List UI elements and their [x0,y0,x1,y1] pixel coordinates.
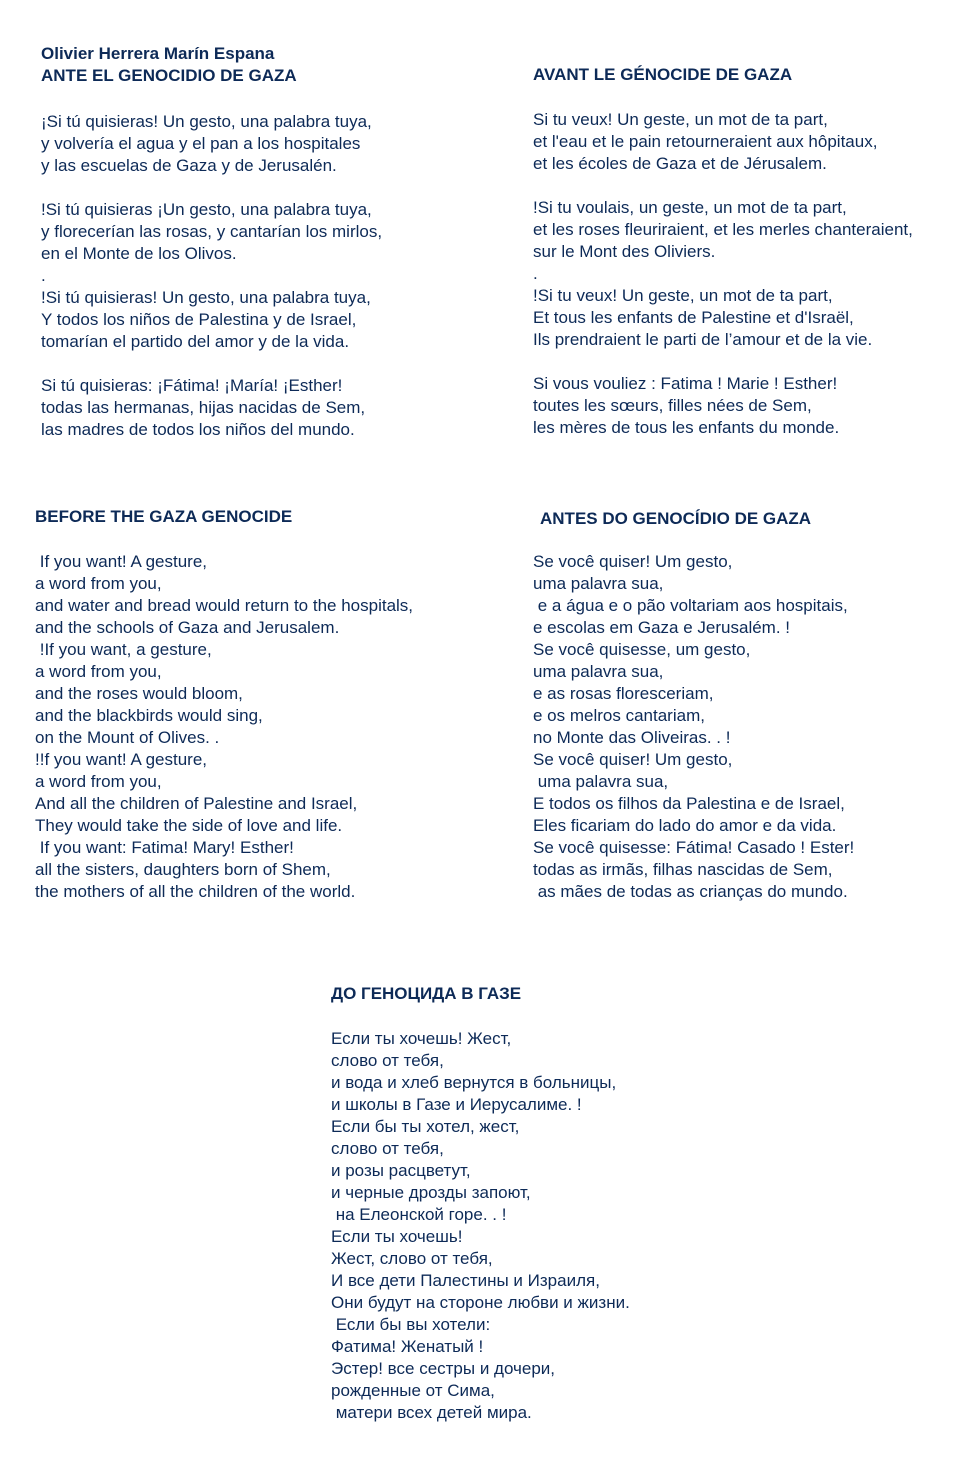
poem-title-french: AVANT LE GÉNOCIDE DE GAZA [533,65,793,84]
poem-line: If you want! A gesture, [35,552,207,571]
poem-line: et les écoles de Gaza et de Jérusalem. [533,154,827,173]
poem-line: y volvería el agua y el pan a los hospitales [41,134,361,153]
poem-line: a word from you, [35,662,162,681]
poem-line: и школы в Газе и Иерусалиме. ! [331,1095,582,1114]
poem-line [533,351,913,373]
poem-line [41,353,382,375]
poem-line: Эстер! все сестры и дочери, [331,1359,556,1378]
poem-line: and the roses would bloom, [35,684,243,703]
poem-line: all the sisters, daughters born of Shem, [35,860,331,879]
poem-line: и розы расцветут, [331,1161,471,1180]
poem-lines-french [533,109,913,439]
poem-line: y las escuelas de Gaza y de Jerusalén. [41,156,337,175]
poem-line: y florecerían las rosas, y cantarían los mirlos, [41,222,383,241]
poem-line: Жест, слово от тебя, [331,1249,493,1268]
author-name: Olivier Herrera Marín Espana [41,44,275,63]
poem-line: Si tu veux! Un geste, un mot de ta part, [533,110,828,129]
poem-line: todas las hermanas, hijas nacidas de Sem, [41,398,366,417]
poem-line: рожденные от Сима, [331,1381,495,1400]
poem-spanish [41,44,382,441]
poem-line: Y todos los niños de Palestina y de Israel, [41,310,357,329]
poem-french [533,65,913,439]
poem-line: Se você quiser! Um gesto, [533,750,733,769]
poem-line: Et tous les enfants de Palestine et d'Israël, [533,308,854,327]
poem-line: and the schools of Gaza and Jerusalem. [35,618,340,637]
poem-line: todas as irmãs, filhas nascidas de Sem, [533,860,833,879]
poem-russian [331,984,630,1424]
poem-line [533,175,913,197]
poem-line: and water and bread would return to the hospitals, [35,596,414,615]
poem-line: Фатима! Женатый ! [331,1337,484,1356]
poem-line: a word from you, [35,772,162,791]
poem-line: en el Monte de los Olivos. [41,244,237,263]
poem-line: and the blackbirds would sing, [35,706,263,725]
poem-line: !Si tu voulais, un geste, un mot de ta part, [533,198,847,217]
poem-line: uma palavra sua, [533,662,664,681]
poem-line: They would take the side of love and life. [35,816,343,835]
poem-line: on the Mount of Olives. . [35,728,220,747]
poem-line: !Si tú quisieras! Un gesto, una palabra tuya, [41,288,371,307]
poem-line: слово от тебя, [331,1139,444,1158]
poem-line: the mothers of all the children of the world. [35,882,356,901]
poem-line: Se você quisesse, um gesto, [533,640,751,659]
poem-line: las madres de todos los niños del mundo. [41,420,355,439]
poem-line: Если бы вы хотели: [331,1315,491,1334]
poem-line: Если ты хочешь! [331,1227,463,1246]
poem-line: uma palavra sua, [533,574,664,593]
poem-line: e escolas em Gaza e Jerusalém. ! [533,618,791,637]
poem-line: et les roses fleuriraient, et les merles chanteraient, [533,220,913,239]
poem-line: и черные дрозды запоют, [331,1183,531,1202]
poem-line: !!f you want! A gesture, [35,750,207,769]
poem-line: Они будут на стороне любви и жизни. [331,1293,630,1312]
poem-line: матери всех детей мира. [331,1403,532,1422]
poem-line: Si vous vouliez : Fatima ! Marie ! Esther! [533,374,838,393]
poem-line: no Monte das Oliveiras. . ! [533,728,731,747]
poem-line: Eles ficariam do lado do amor e da vida. [533,816,837,835]
poem-title-russian: ДО ГЕНОЦИДА В ГАЗЕ [331,984,522,1003]
poem-title-portuguese: ANTES DO GENOCÍDIO DE GAZA [540,509,812,528]
poem-line: et l'eau et le pain retourneraient aux hôpitaux, [533,132,878,151]
poem-line: . [41,266,46,285]
poem-line: и вода и хлеб вернутся в больницы, [331,1073,617,1092]
poem-line: If you want: Fatima! Mary! Esther! [35,838,294,857]
poem-line: toutes les sœurs, filles nées de Sem, [533,396,812,415]
poem-line: ¡Si tú quisieras! Un gesto, una palabra tuya, [41,112,372,131]
poem-line: Se você quisesse: Fátima! Casado ! Ester! [533,838,855,857]
poem-line: слово от тебя, [331,1051,444,1070]
poem-line: Si tú quisieras: ¡Fátima! ¡María! ¡Esther! [41,376,343,395]
poem-line: e os melros cantariam, [533,706,705,725]
poem-line: . [533,264,538,283]
poem-line: a word from you, [35,574,162,593]
poem-line: e a água e o pão voltariam aos hospitais, [533,596,848,615]
poem-portuguese [533,509,854,903]
poem-line: And all the children of Palestine and Israel, [35,794,358,813]
poem-line: E todos os filhos da Palestina e de Israel, [533,794,845,813]
poem-line: tomarían el partido del amor y de la vida. [41,332,350,351]
poem-line: !If you want, a gesture, [35,640,212,659]
poem-line: les mères de tous les enfants du monde. [533,418,840,437]
poem-lines-spanish [41,111,382,441]
poem-line: Если ты хочешь! Жест, [331,1029,512,1048]
poem-lines-english [35,551,413,903]
poem-lines-russian [331,1028,630,1424]
poem-line: Если бы ты хотел, жест, [331,1117,520,1136]
poem-line: !Si tú quisieras ¡Un gesto, una palabra tuya, [41,200,372,219]
poem-title-english: BEFORE THE GAZA GENOCIDE [35,507,293,526]
poem-line: !Si tu veux! Un geste, un mot de ta part, [533,286,833,305]
poem-line: на Елеонской горе. . ! [331,1205,507,1224]
poem-lines-portuguese [533,551,854,903]
poem-english [35,507,413,903]
poem-line: И все дети Палестины и Израиля, [331,1271,600,1290]
poem-line: e as rosas floresceriam, [533,684,714,703]
poem-line: uma palavra sua, [533,772,669,791]
poem-title-spanish: ANTE EL GENOCIDIO DE GAZA [41,66,297,85]
poem-line: Se você quiser! Um gesto, [533,552,733,571]
poem-line [41,177,382,199]
poem-line: sur le Mont des Oliviers. [533,242,716,261]
poem-line: as mães de todas as crianças do mundo. [533,882,848,901]
poem-line: Ils prendraient le parti de l’amour et de la vie. [533,330,873,349]
